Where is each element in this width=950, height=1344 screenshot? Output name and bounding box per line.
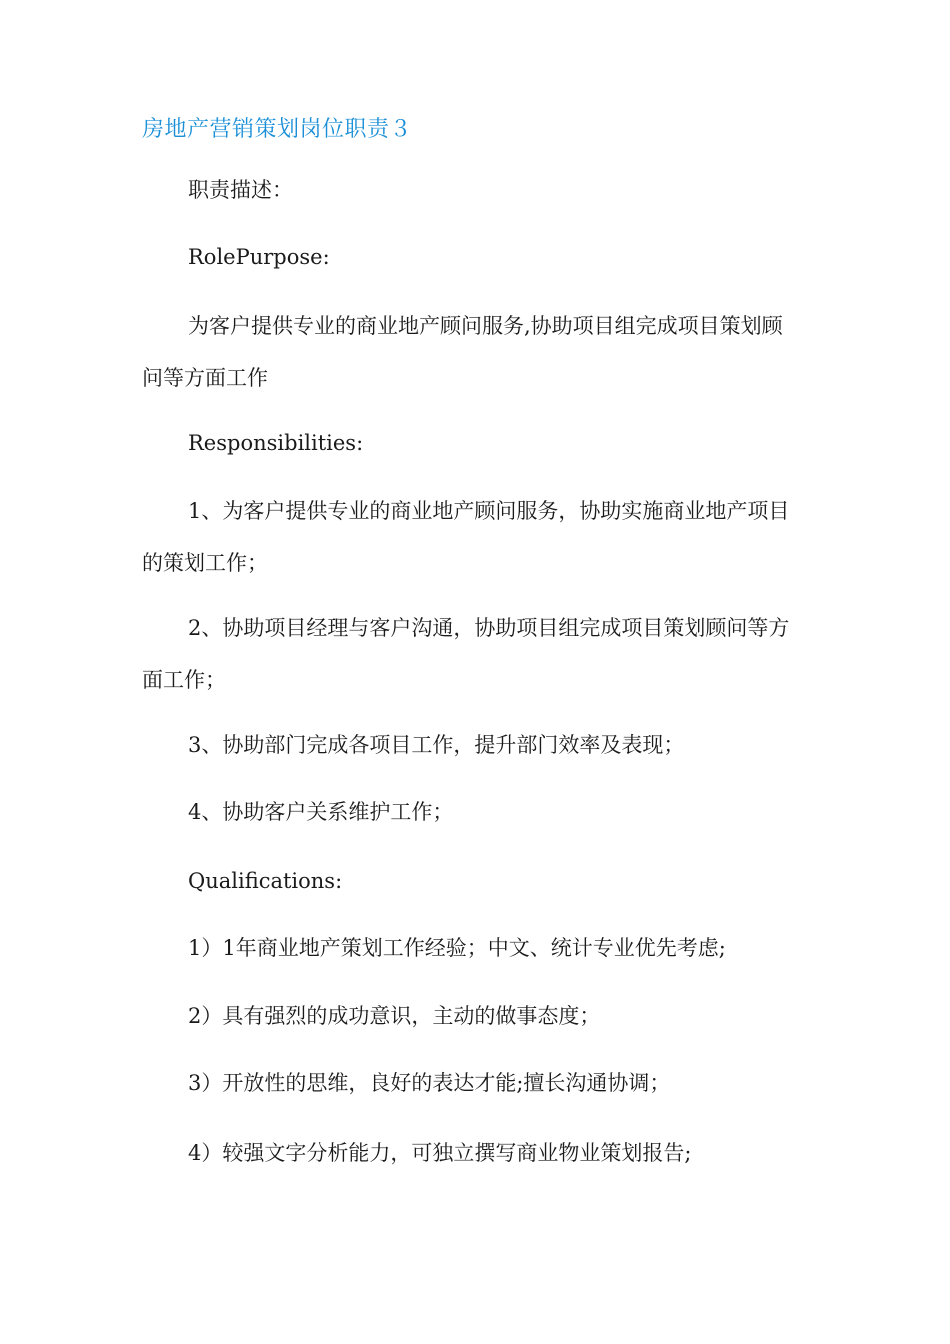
paragraph-qualifications-heading: Qualifications: [188, 869, 343, 893]
paragraph-role-purpose-heading: RolePurpose: [188, 245, 330, 269]
paragraph-qualification-4: 4）较强文字分析能力，可独立撰写商业物业策划报告; [188, 1141, 692, 1165]
paragraph-qualification-3: 3）开放性的思维，良好的表达才能;擅长沟通协调； [188, 1071, 671, 1095]
paragraph-role-purpose-body: 为客户提供专业的商业地产顾问服务,协助项目组完成项目策划顾问等方面工作 [142, 314, 783, 390]
paragraph-responsibilities-heading: Responsibilities: [188, 431, 364, 455]
document-title: 房地产营销策划岗位职责３ [142, 117, 413, 142]
paragraph-duty-description-heading: 职责描述： [188, 178, 293, 202]
paragraph-qualification-2: 2）具有强烈的成功意识，主动的做事态度； [188, 1004, 601, 1028]
paragraph-responsibility-4: 4、协助客户关系维护工作； [188, 800, 454, 824]
paragraph-qualification-1: 1）1年商业地产策划工作经验；中文、统计专业优先考虑; [188, 936, 726, 960]
paragraph-responsibility-3: 3、协助部门完成各项目工作，提升部门效率及表现； [188, 733, 685, 757]
paragraph-responsibility-1: 1、为客户提供专业的商业地产顾问服务，协助实施商业地产项目的策划工作； [142, 499, 790, 575]
paragraph-responsibility-2: 2、协助项目经理与客户沟通，协助项目组完成项目策划顾问等方面工作； [142, 616, 790, 692]
